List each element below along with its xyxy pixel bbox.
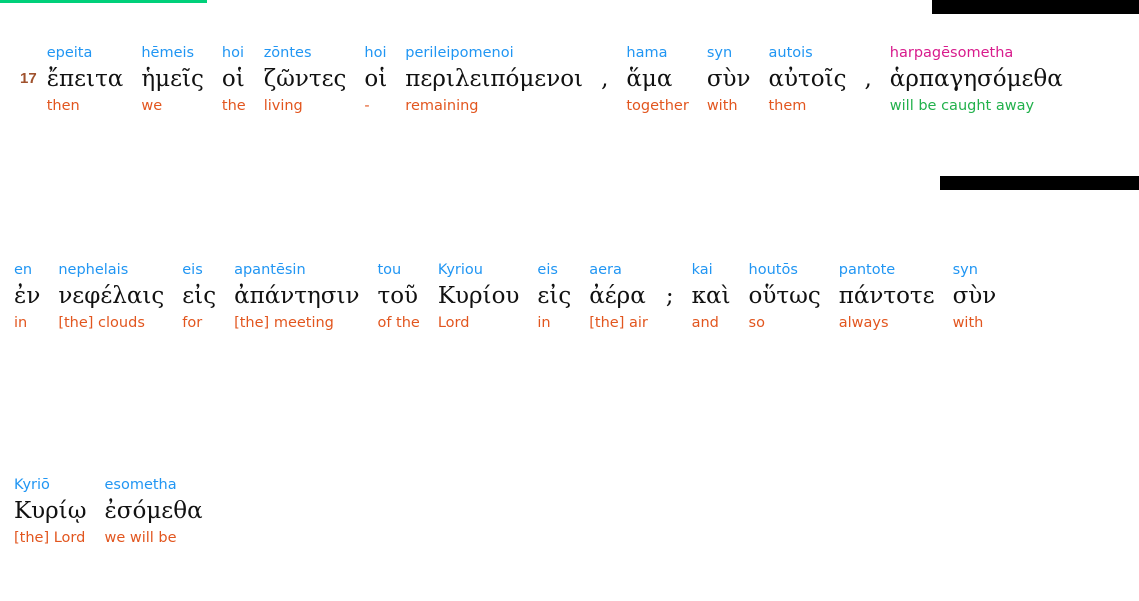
redaction-bar-top [932, 0, 1139, 14]
interlinear-row [20, 44, 1081, 116]
transliteration: en [14, 262, 33, 278]
word-block[interactable] [769, 44, 847, 116]
english-gloss: living [263, 98, 303, 114]
punctuation-mark: ; [665, 283, 674, 309]
punctuation-block [864, 44, 871, 116]
english-gloss: [the] Lord [14, 530, 86, 546]
transliteration: apantēsin [234, 262, 306, 278]
transliteration: esometha [104, 477, 177, 493]
english-gloss: together [626, 98, 689, 114]
transliteration: kai [691, 262, 713, 278]
transliteration: syn [706, 45, 733, 61]
transliteration: Kyriou [437, 262, 483, 278]
english-gloss: for [182, 315, 203, 331]
greek-word: τοῦ [377, 283, 419, 309]
english-gloss: Lord [437, 315, 470, 331]
english-gloss: with [706, 98, 738, 114]
english-gloss: [the] meeting [234, 315, 334, 331]
transliteration: hama [626, 45, 668, 61]
greek-word: οἱ [364, 66, 388, 92]
word-block[interactable] [141, 44, 204, 116]
greek-word: ζῶντες [263, 66, 347, 92]
greek-word: νεφέλαις [58, 283, 165, 309]
transliteration: Kyriō [14, 477, 50, 493]
punctuation-mark: , [601, 66, 609, 92]
english-gloss: in [14, 315, 28, 331]
greek-word: οἱ [221, 66, 245, 92]
word-block[interactable] [438, 261, 520, 333]
greek-word: ἀέρα [589, 283, 646, 309]
word-block[interactable] [14, 261, 40, 333]
word-block[interactable] [405, 44, 583, 116]
transliteration: pantote [838, 262, 896, 278]
greek-word: εἰς [182, 283, 217, 309]
english-gloss: always [838, 315, 889, 331]
greek-word: ἐσόμεθα [104, 498, 203, 524]
greek-word: ἔπειτα [46, 66, 124, 92]
transliteration: eis [537, 262, 558, 278]
english-gloss: [the] clouds [58, 315, 145, 331]
word-block[interactable] [14, 476, 86, 548]
transliteration: autois [768, 45, 813, 61]
greek-word: Κυρίῳ [14, 498, 87, 524]
english-gloss: of the [377, 315, 420, 331]
english-gloss: we [141, 98, 163, 114]
transliteration: perileipomenoi [405, 45, 514, 61]
word-block[interactable] [364, 44, 387, 116]
word-block[interactable] [58, 261, 164, 333]
transliteration: eis [182, 262, 203, 278]
english-gloss: with [952, 315, 984, 331]
english-gloss: them [768, 98, 807, 114]
greek-word: ἀπάντησιν [234, 283, 360, 309]
transliteration: hēmeis [141, 45, 195, 61]
english-gloss: will be caught away [889, 98, 1035, 114]
interlinear-row [14, 261, 1014, 333]
transliteration: zōntes [263, 45, 312, 61]
greek-word: ἁρπαγησόμεθα [889, 66, 1063, 92]
word-block[interactable] [47, 44, 124, 116]
greek-word: ἡμεῖς [141, 66, 204, 92]
greek-word: ἅμα [626, 66, 673, 92]
word-block[interactable] [589, 261, 648, 333]
word-block[interactable] [182, 261, 216, 333]
english-gloss: the [221, 98, 246, 114]
english-gloss: and [691, 315, 719, 331]
word-block[interactable] [953, 261, 997, 333]
greek-word: ἐν [14, 283, 41, 309]
word-block[interactable] [234, 261, 359, 333]
punctuation-block [666, 261, 674, 333]
english-gloss: - [364, 98, 370, 114]
transliteration: harpagēsometha [889, 45, 1014, 61]
redaction-bar-middle [940, 176, 1139, 190]
transliteration: syn [952, 262, 978, 278]
greek-word: εἰς [537, 283, 572, 309]
transliteration: tou [377, 262, 402, 278]
word-block-highlighted[interactable] [890, 44, 1063, 116]
word-block[interactable] [222, 44, 246, 116]
redaction-bar-top-accent [0, 0, 207, 3]
word-block[interactable] [377, 261, 419, 333]
word-block[interactable] [839, 261, 935, 333]
verse-number: 17 [20, 70, 37, 87]
english-gloss: then [46, 98, 80, 114]
english-gloss: in [537, 315, 551, 331]
transliteration: epeita [46, 45, 93, 61]
interlinear-row [14, 476, 221, 548]
word-block[interactable] [749, 261, 821, 333]
english-gloss: [the] air [589, 315, 648, 331]
greek-word: σὺν [706, 66, 751, 92]
word-block[interactable] [264, 44, 347, 116]
word-block[interactable] [692, 261, 731, 333]
transliteration: hoi [221, 45, 244, 61]
word-block[interactable] [104, 476, 202, 548]
transliteration: aera [589, 262, 622, 278]
word-block[interactable] [626, 44, 688, 116]
english-gloss: so [748, 315, 765, 331]
punctuation-block [601, 44, 608, 116]
greek-word: περιλειπόμενοι [405, 66, 584, 92]
transliteration: hoi [364, 45, 387, 61]
greek-word: πάντοτε [838, 283, 935, 309]
greek-word: Κυρίου [437, 283, 520, 309]
transliteration: houtōs [748, 262, 798, 278]
transliteration: nephelais [58, 262, 129, 278]
greek-word: σὺν [952, 283, 997, 309]
word-block[interactable] [707, 44, 751, 116]
greek-word: αὐτοῖς [768, 66, 847, 92]
punctuation-mark: , [864, 66, 872, 92]
word-block[interactable] [537, 261, 571, 333]
english-gloss: remaining [405, 98, 479, 114]
greek-word: καὶ [691, 283, 731, 309]
greek-word: οὕτως [748, 283, 821, 309]
english-gloss: we will be [104, 530, 177, 546]
